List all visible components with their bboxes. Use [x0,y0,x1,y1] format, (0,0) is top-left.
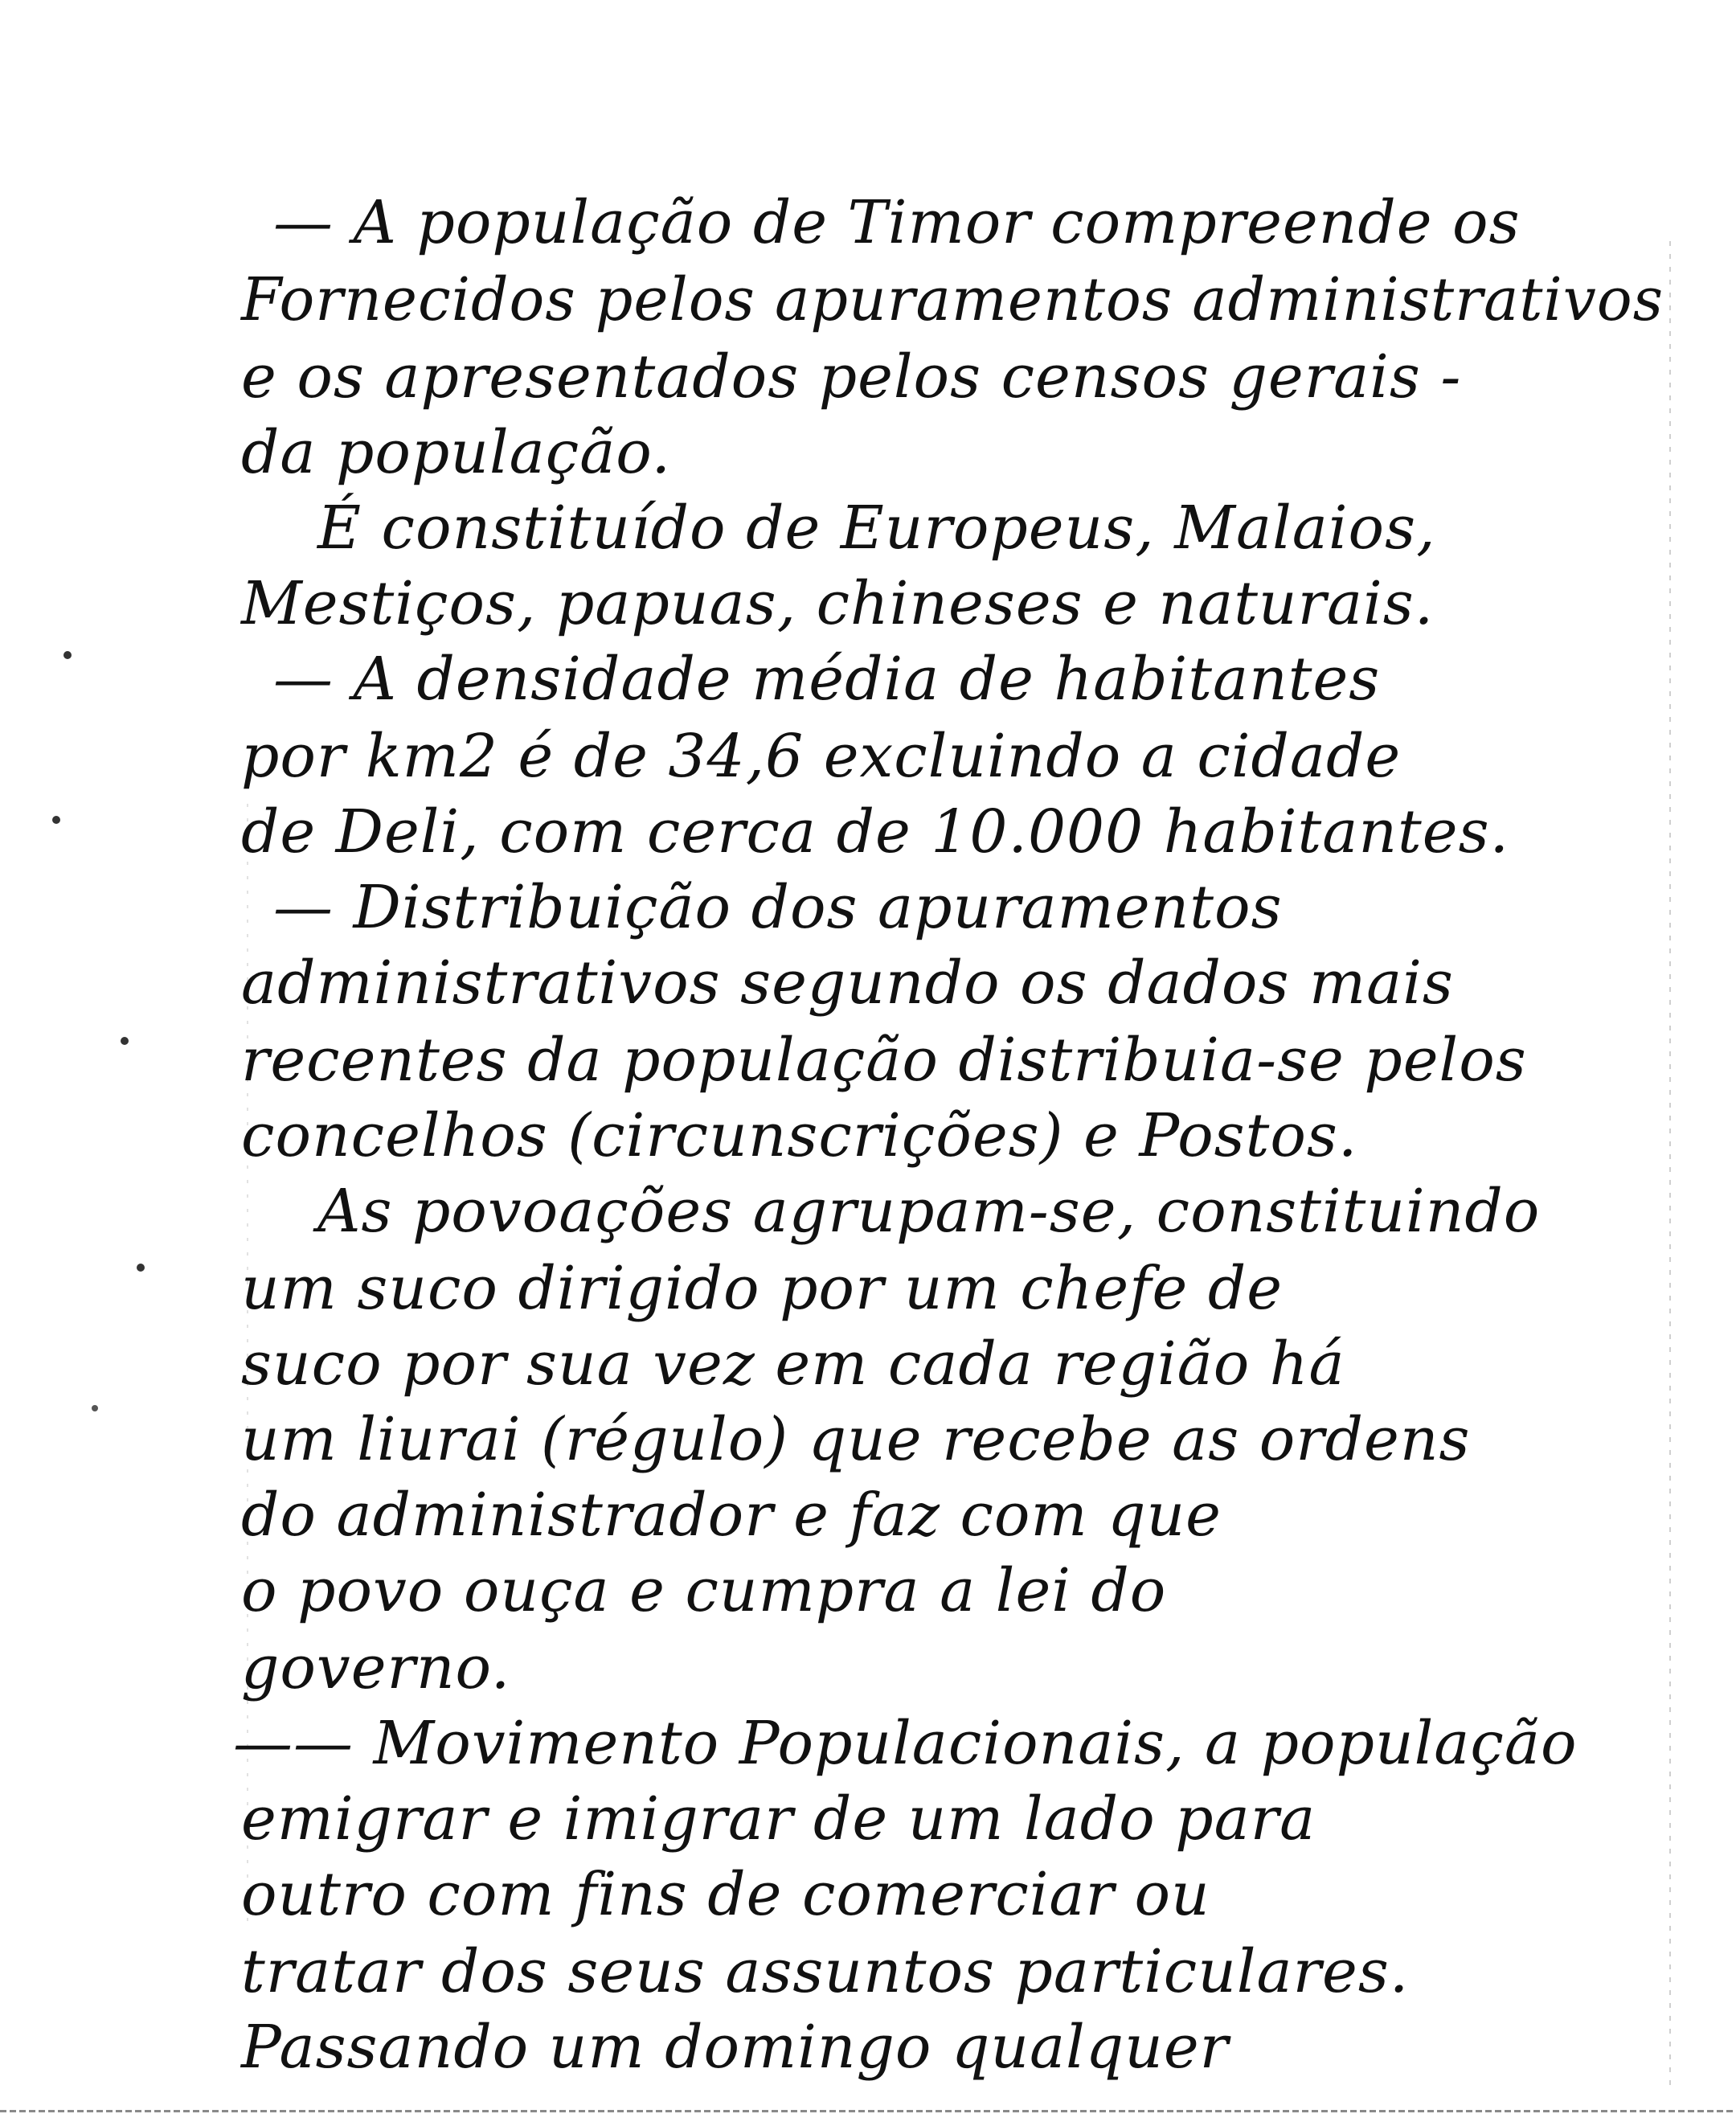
text-line: —— Movimento Populacionais, a população [233,1709,1578,1778]
text-line: administrativos segundo os dados mais [241,948,1454,1018]
text-line: As povoações agrupam-se, constituindo [317,1177,1541,1246]
text-line: por km2 é de 34,6 excluindo a cidade [241,722,1402,791]
text-line: da população. [241,418,672,487]
text-line: e os apresentados pelos censos gerais - [241,342,1462,412]
text-line: recentes da população distribuia-se pelos [241,1026,1527,1095]
text-line: do administrador e faz com que [241,1481,1222,1550]
handwritten-text-block [233,177,1672,2090]
text-line: governo. [241,1633,511,1702]
text-line: de Deli, com cerca de 10.000 habitantes. [241,797,1510,866]
text-line: emigrar e imigrar de um lado para [241,1784,1316,1854]
text-line: um liurai (régulo) que recebe as ordens [241,1405,1471,1474]
text-line: Fornecidos pelos apuramentos administrativos [241,265,1664,334]
text-line: — Distribuição dos apuramentos [273,873,1283,942]
text-line: o povo ouça e cumpra a lei do [241,1556,1167,1625]
text-line: concelhos (circunscrições) e Postos. [241,1101,1358,1170]
text-line: um suco dirigido por um chefe de [241,1254,1283,1323]
text-line: tratar dos seus assuntos particulares. [241,1937,1410,2006]
text-line: Mestiços, papuas, chineses e naturais. [241,569,1435,638]
text-line: — A população de Timor compreende os [273,188,1521,257]
scan-bottom-edge [0,2110,1736,2112]
text-line: — A densidade média de habitantes [273,645,1381,714]
text-line: suco por sua vez em cada região há [241,1329,1345,1399]
text-line: É constituído de Europeus, Malaios, [317,494,1436,563]
text-line: outro com fins de comerciar ou [241,1860,1210,1929]
text-line: Passando um domingo qualquer [241,2013,1229,2082]
